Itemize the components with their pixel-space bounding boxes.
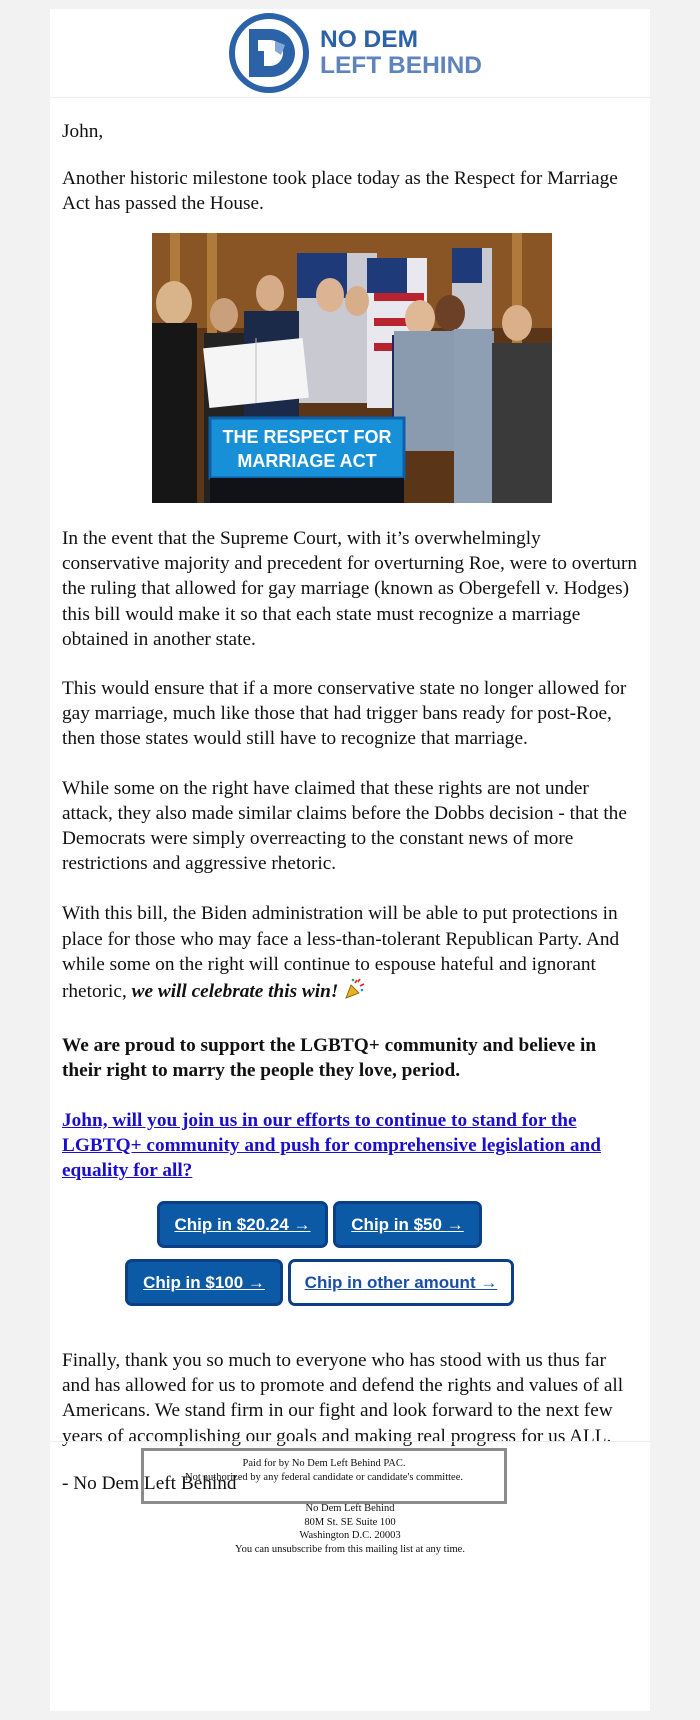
- signing-photo: [152, 233, 552, 503]
- brand-line-1: NO DEM: [320, 26, 418, 53]
- chip-in-other-amount-button[interactable]: Chip in other amount →: [288, 1259, 514, 1306]
- donation-buttons: [62, 1201, 638, 1331]
- support-statement: We are proud to support the LGBTQ+ community and believe in their right to marry the people they love, period.: [62, 1034, 597, 1081]
- paid-for-text: Paid for by No Dem Left Behind PAC.: [242, 1458, 406, 1469]
- disclaimer-box: [141, 1448, 507, 1504]
- city-address: Washington D.C. 20003: [299, 1530, 401, 1541]
- unsubscribe-text[interactable]: You can unsubscribe from this mailing list at any time.: [235, 1543, 465, 1555]
- intro-paragraph: Another historic milestone took place today as the Respect for Marriage Act has passed the House.: [62, 168, 618, 215]
- paragraph-4-text: With this bill, the Biden administration will be able to put protections in place for those who may face a less-than-tolerant Republican Party. And while some on the right will continue to espouse hateful and ignorant rhetoric,: [62, 903, 620, 1002]
- brand-line-2: LEFT BEHIND: [320, 52, 482, 79]
- mailing-address: [50, 1502, 650, 1556]
- chip-in-50-button[interactable]: Chip in $50 →: [333, 1201, 482, 1248]
- paragraph-3: While some on the right have claimed that these rights are not under attack, they also made similar claims before the Dobbs decision - that the Democrats were simply overreacting to the constant news of more restrictions and aggressive rhetoric.: [62, 778, 627, 875]
- email-header: [50, 9, 650, 98]
- closing-paragraph: Finally, thank you so much to everyone who has stood with us thus far and has allowed for us to promote and defend the rights and values of all Americans. We stand firm in our fight and look forward to the next few years of accomplishing our goals and making real progress for us ALL.: [62, 1350, 624, 1447]
- paragraph-4: [62, 901, 638, 1007]
- brand-wordmark: [320, 27, 482, 79]
- celebrate-emphasis: we will celebrate this win!: [131, 980, 339, 1002]
- sign-line-1: THE RESPECT FOR: [222, 427, 392, 448]
- party-popper-icon: [343, 977, 367, 1008]
- org-name: No Dem Left Behind: [305, 1503, 395, 1514]
- chip-in-100-button[interactable]: Chip in $100 →: [125, 1259, 283, 1306]
- join-us-link[interactable]: John, will you join us in our efforts to continue to stand for the LGBTQ+ community and push for comprehensive legislation and equality for all?: [62, 1109, 601, 1182]
- paragraph-1: In the event that the Supreme Court, with it’s overwhelmingly conservative majority and precedent for overturning Roe, were to overturn the ruling that allowed for gay marriage (known as Obergefell v. Hodges) this bill would make it so that each state must recognize a marriage obtained in another state.: [62, 528, 638, 650]
- paragraph-2: This would ensure that if a more conservative state no longer allowed for gay marriage, much like those that had trigger bans ready for post-Roe, then those states would still have to recognize that marriage.: [62, 677, 627, 749]
- dem-logo-icon: [227, 11, 311, 95]
- chip-in-20-24-button[interactable]: Chip in $20.24 →: [157, 1201, 328, 1248]
- not-authorized-text: Not authorized by any federal candidate or candidate's committee.: [185, 1472, 463, 1483]
- email-body: [62, 101, 638, 1496]
- email-footer: [50, 1441, 650, 1712]
- greeting: John,: [62, 121, 104, 142]
- sign-line-2: MARRIAGE ACT: [237, 451, 377, 472]
- signature: - No Dem Left Behind: [62, 1472, 237, 1494]
- email-card: [50, 9, 650, 1711]
- street-address: 80M St. SE Suite 100: [304, 1516, 396, 1528]
